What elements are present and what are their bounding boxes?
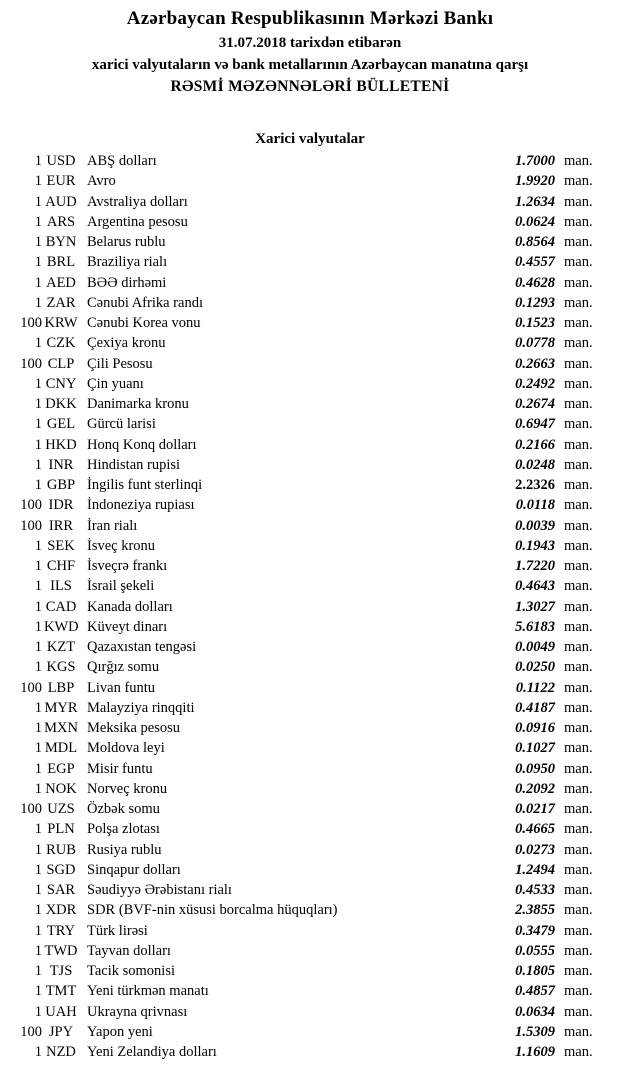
quantity: 1 bbox=[34, 537, 42, 554]
quantity: 1 bbox=[34, 922, 42, 939]
unit-label: man. bbox=[564, 254, 593, 271]
rate-value: 0.1805 bbox=[515, 963, 555, 979]
rate-value: 1.3027 bbox=[515, 598, 555, 615]
rate-row bbox=[0, 273, 620, 293]
currency-name: Meksika pesosu bbox=[87, 720, 181, 736]
unit-label: man. bbox=[564, 963, 593, 979]
unit-label: man. bbox=[564, 517, 593, 534]
currency-name: Yeni Zelandiya dolları bbox=[87, 1044, 217, 1060]
currency-name: Hindistan rupisi bbox=[87, 456, 181, 473]
rate-value: 0.4857 bbox=[515, 983, 555, 1000]
quantity: 100 bbox=[20, 801, 42, 817]
unit-label: man. bbox=[564, 1003, 593, 1020]
unit-label: man. bbox=[564, 578, 593, 595]
currency-name: Polşa zlotası bbox=[87, 821, 160, 838]
currency-code: SAR bbox=[46, 882, 76, 898]
rate-value: 0.6947 bbox=[515, 416, 555, 433]
quantity: 1 bbox=[34, 193, 42, 210]
unit-label: man. bbox=[564, 213, 593, 230]
rates-table bbox=[0, 151, 620, 1062]
currency-name: Gürcü larisi bbox=[87, 416, 156, 433]
currency-name: Malayziya rinqqiti bbox=[87, 699, 195, 716]
rate-value: 0.2492 bbox=[515, 375, 555, 392]
rate-row bbox=[0, 1042, 620, 1062]
currency-code: CZK bbox=[46, 335, 76, 352]
rate-value: 0.2092 bbox=[515, 780, 555, 797]
currency-name: SDR (BVF-nin xüsusi borcalma hüquqları) bbox=[87, 902, 338, 919]
quantity: 100 bbox=[20, 315, 42, 331]
rate-row bbox=[0, 374, 620, 394]
quantity: 100 bbox=[20, 1023, 42, 1040]
rate-row bbox=[0, 1022, 620, 1042]
currency-name: Özbək somu bbox=[87, 801, 160, 817]
currency-code: DKK bbox=[45, 396, 77, 412]
unit-label: man. bbox=[564, 396, 593, 412]
rate-value: 0.0039 bbox=[515, 517, 555, 534]
quantity: 100 bbox=[20, 679, 42, 696]
currency-code: SEK bbox=[47, 537, 75, 554]
rate-row bbox=[0, 212, 620, 232]
rate-row bbox=[0, 738, 620, 758]
quantity: 1 bbox=[34, 1044, 42, 1060]
rate-row bbox=[0, 516, 620, 536]
currency-name: İndoneziya rupiası bbox=[87, 497, 195, 514]
rate-value: 0.0217 bbox=[515, 801, 555, 817]
unit-label: man. bbox=[564, 436, 593, 453]
unit-label: man. bbox=[564, 659, 593, 676]
currency-code: AED bbox=[46, 274, 76, 291]
currency-code: IRR bbox=[48, 517, 74, 534]
unit-label: man. bbox=[564, 861, 593, 878]
rate-value: 0.0634 bbox=[515, 1003, 555, 1020]
unit-label: man. bbox=[564, 315, 593, 331]
currency-code: ARS bbox=[46, 213, 76, 230]
unit-label: man. bbox=[564, 537, 593, 554]
currency-code: CAD bbox=[45, 598, 77, 615]
quantity: 1 bbox=[34, 375, 42, 392]
rate-row bbox=[0, 232, 620, 252]
rate-row bbox=[0, 495, 620, 515]
rate-row bbox=[0, 455, 620, 475]
quantity: 1 bbox=[34, 821, 42, 838]
currency-code: TMT bbox=[45, 983, 77, 1000]
rate-row bbox=[0, 414, 620, 434]
unit-label: man. bbox=[564, 639, 593, 655]
quantity: 100 bbox=[20, 517, 42, 534]
currency-name: Cənubi Afrika randı bbox=[87, 294, 203, 311]
unit-label: man. bbox=[564, 882, 593, 898]
currency-code: CNY bbox=[45, 375, 77, 392]
rate-value: 2.2326 bbox=[515, 477, 555, 493]
rate-value: 2.3855 bbox=[515, 902, 555, 919]
rate-row bbox=[0, 475, 620, 495]
unit-label: man. bbox=[564, 760, 593, 777]
rate-row bbox=[0, 252, 620, 272]
currency-code: CLP bbox=[47, 355, 75, 372]
quantity: 1 bbox=[34, 983, 42, 1000]
unit-label: man. bbox=[564, 942, 593, 959]
currency-name: Cənubi Korea vonu bbox=[87, 315, 201, 331]
unit-label: man. bbox=[564, 841, 593, 858]
unit-label: man. bbox=[564, 1023, 593, 1040]
currency-name: İsveçrə frankı bbox=[87, 558, 168, 574]
currency-name: ABŞ dolları bbox=[87, 153, 157, 169]
rate-value: 1.2494 bbox=[515, 861, 555, 878]
unit-label: man. bbox=[564, 821, 593, 838]
unit-label: man. bbox=[564, 193, 593, 210]
unit-label: man. bbox=[564, 780, 593, 797]
quantity: 1 bbox=[34, 436, 42, 453]
unit-label: man. bbox=[564, 173, 593, 190]
currency-name: Misir funtu bbox=[87, 760, 153, 777]
rate-row bbox=[0, 698, 620, 718]
rate-row bbox=[0, 900, 620, 920]
currency-name: Avro bbox=[87, 173, 116, 190]
rate-row bbox=[0, 759, 620, 779]
rate-value: 0.0250 bbox=[515, 659, 555, 676]
unit-label: man. bbox=[564, 618, 593, 635]
quantity: 1 bbox=[34, 153, 42, 169]
rate-row bbox=[0, 981, 620, 1001]
currency-name: Ukrayna qrivnası bbox=[87, 1003, 188, 1020]
rate-row bbox=[0, 313, 620, 333]
bulletin-subtitle: xarici valyutaların və bank metallarının Azərbaycan manatına qarşı bbox=[91, 57, 529, 73]
quantity: 1 bbox=[34, 882, 42, 898]
quantity: 1 bbox=[34, 760, 42, 777]
rate-value: 0.0248 bbox=[515, 456, 555, 473]
rate-value: 0.0950 bbox=[515, 760, 555, 777]
currency-name: İngilis funt sterlinqi bbox=[87, 477, 203, 493]
unit-label: man. bbox=[564, 335, 593, 352]
rate-value: 0.0778 bbox=[515, 335, 555, 352]
unit-label: man. bbox=[564, 679, 593, 696]
currency-name: Çin yuanı bbox=[87, 375, 144, 392]
rate-row bbox=[0, 151, 620, 171]
currency-name: Avstraliya dolları bbox=[87, 193, 188, 210]
currency-name: İsveç kronu bbox=[87, 537, 156, 554]
quantity: 1 bbox=[34, 456, 42, 473]
currency-code: KWD bbox=[44, 618, 79, 635]
currency-code: TRY bbox=[46, 922, 76, 939]
unit-label: man. bbox=[564, 355, 593, 372]
currency-name: Rusiya rublu bbox=[87, 841, 162, 858]
rate-row bbox=[0, 637, 620, 657]
rate-row bbox=[0, 394, 620, 414]
unit-label: man. bbox=[564, 1044, 593, 1060]
currency-code: MXN bbox=[44, 720, 78, 736]
rate-row bbox=[0, 171, 620, 191]
currency-name: Qazaxıstan tengəsi bbox=[87, 639, 197, 655]
rate-value: 0.0916 bbox=[515, 720, 555, 736]
quantity: 1 bbox=[34, 942, 42, 959]
rate-value: 0.3479 bbox=[515, 922, 555, 939]
rate-row bbox=[0, 536, 620, 556]
rate-value: 0.0555 bbox=[515, 942, 555, 959]
currency-code: USD bbox=[46, 153, 76, 169]
unit-label: man. bbox=[564, 416, 593, 433]
unit-label: man. bbox=[564, 558, 593, 574]
quantity: 1 bbox=[34, 780, 42, 797]
rate-value: 0.4533 bbox=[515, 882, 555, 898]
quantity: 100 bbox=[20, 497, 42, 514]
rate-value: 0.1122 bbox=[515, 679, 555, 696]
rate-row bbox=[0, 597, 620, 617]
rate-row bbox=[0, 556, 620, 576]
rate-value: 0.0118 bbox=[515, 497, 555, 514]
unit-label: man. bbox=[564, 477, 593, 493]
currency-name: Çexiya kronu bbox=[87, 335, 166, 352]
unit-label: man. bbox=[564, 983, 593, 1000]
currency-name: Livan funtu bbox=[87, 679, 156, 696]
currency-name: Belarus rublu bbox=[87, 234, 166, 250]
unit-label: man. bbox=[564, 153, 593, 169]
currency-name: Küveyt dinarı bbox=[87, 618, 168, 635]
unit-label: man. bbox=[564, 497, 593, 514]
currency-code: PLN bbox=[47, 821, 75, 838]
rate-row bbox=[0, 333, 620, 353]
currency-code: MYR bbox=[44, 699, 78, 716]
currency-code: NOK bbox=[45, 780, 77, 797]
rate-value: 0.1293 bbox=[515, 294, 555, 311]
rate-value: 0.0624 bbox=[515, 213, 555, 230]
rate-value: 5.6183 bbox=[515, 618, 555, 635]
rate-value: 1.1609 bbox=[515, 1044, 555, 1060]
currency-name: Moldova leyi bbox=[87, 740, 165, 757]
currency-name: Honq Konq dolları bbox=[87, 436, 197, 453]
currency-code: NZD bbox=[46, 1044, 76, 1060]
rate-value: 0.1943 bbox=[515, 537, 555, 554]
quantity: 1 bbox=[34, 1003, 42, 1020]
unit-label: man. bbox=[564, 922, 593, 939]
rate-value: 0.2166 bbox=[515, 436, 555, 453]
rate-row bbox=[0, 617, 620, 637]
rate-value: 0.2663 bbox=[515, 355, 555, 372]
currency-code: BRL bbox=[46, 254, 76, 271]
rate-row bbox=[0, 192, 620, 212]
rate-value: 0.0273 bbox=[515, 841, 555, 858]
rate-row bbox=[0, 293, 620, 313]
currency-name: İran rialı bbox=[87, 517, 138, 534]
rate-row bbox=[0, 860, 620, 880]
quantity: 1 bbox=[34, 213, 42, 230]
quantity: 1 bbox=[34, 173, 42, 190]
currency-name: Çili Pesosu bbox=[87, 355, 153, 372]
quantity: 1 bbox=[34, 578, 42, 595]
currency-name: Kanada dolları bbox=[87, 598, 173, 615]
currency-code: HKD bbox=[45, 436, 77, 453]
currency-code: RUB bbox=[46, 841, 76, 858]
quantity: 1 bbox=[34, 598, 42, 615]
rate-row bbox=[0, 840, 620, 860]
rate-value: 0.4187 bbox=[515, 699, 555, 716]
currency-name: Braziliya rialı bbox=[87, 254, 168, 271]
unit-label: man. bbox=[564, 274, 593, 291]
quantity: 1 bbox=[34, 558, 42, 574]
currency-name: Yapon yeni bbox=[87, 1023, 153, 1040]
currency-code: INR bbox=[48, 456, 74, 473]
currency-name: İsrail şekeli bbox=[87, 578, 155, 595]
currency-name: BƏƏ dirhəmi bbox=[87, 274, 167, 291]
unit-label: man. bbox=[564, 801, 593, 817]
currency-code: KZT bbox=[46, 639, 76, 655]
quantity: 1 bbox=[34, 335, 42, 352]
quantity: 1 bbox=[34, 902, 42, 919]
currency-code: CHF bbox=[46, 558, 76, 574]
quantity: 1 bbox=[34, 396, 42, 412]
quantity: 1 bbox=[34, 618, 42, 635]
currency-code: EGP bbox=[47, 760, 75, 777]
currency-code: JPY bbox=[48, 1023, 74, 1040]
bulletin-title: RƏSMİ MƏZƏNNƏLƏRİ BÜLLETENİ bbox=[170, 78, 450, 95]
rate-value: 1.9920 bbox=[515, 173, 555, 190]
quantity: 1 bbox=[34, 639, 42, 655]
rate-value: 1.7000 bbox=[515, 153, 555, 169]
rate-value: 0.4643 bbox=[515, 578, 555, 595]
currency-name: Sinqapur dolları bbox=[87, 861, 181, 878]
currency-code: GBP bbox=[46, 477, 76, 493]
rate-value: 0.4628 bbox=[515, 274, 555, 291]
rate-row bbox=[0, 819, 620, 839]
currency-code: MDL bbox=[44, 740, 78, 757]
quantity: 1 bbox=[34, 274, 42, 291]
currency-code: IDR bbox=[48, 497, 74, 514]
currency-code: GEL bbox=[46, 416, 76, 433]
rate-value: 0.1027 bbox=[515, 740, 555, 757]
quantity: 1 bbox=[34, 416, 42, 433]
currency-code: ZAR bbox=[46, 294, 76, 311]
currency-name: Türk lirəsi bbox=[87, 922, 148, 939]
currency-code: SGD bbox=[46, 861, 76, 878]
currency-name: Danimarka kronu bbox=[87, 396, 189, 412]
unit-label: man. bbox=[564, 294, 593, 311]
rate-value: 0.2674 bbox=[515, 396, 555, 412]
unit-label: man. bbox=[564, 902, 593, 919]
currency-code: XDR bbox=[45, 902, 77, 919]
currency-code: AUD bbox=[45, 193, 77, 210]
rate-value: 1.2634 bbox=[515, 193, 555, 210]
currency-code: LBP bbox=[47, 679, 75, 696]
currency-code: UAH bbox=[45, 1003, 77, 1020]
currency-name: Tacik somonisi bbox=[87, 963, 175, 979]
quantity: 1 bbox=[34, 841, 42, 858]
unit-label: man. bbox=[564, 720, 593, 736]
quantity: 1 bbox=[34, 294, 42, 311]
rate-row bbox=[0, 657, 620, 677]
quantity: 1 bbox=[34, 861, 42, 878]
quantity: 1 bbox=[34, 477, 42, 493]
rate-row bbox=[0, 354, 620, 374]
rate-row bbox=[0, 435, 620, 455]
rate-row bbox=[0, 678, 620, 698]
rate-row bbox=[0, 799, 620, 819]
rate-value: 1.5309 bbox=[515, 1023, 555, 1040]
bank-title: Azərbaycan Respublikasının Mərkəzi Bankı bbox=[126, 8, 494, 29]
rate-row bbox=[0, 779, 620, 799]
quantity: 1 bbox=[34, 740, 42, 757]
unit-label: man. bbox=[564, 699, 593, 716]
quantity: 1 bbox=[34, 254, 42, 271]
rate-value: 1.7220 bbox=[515, 558, 555, 574]
quantity: 1 bbox=[34, 659, 42, 676]
unit-label: man. bbox=[564, 740, 593, 757]
currency-name: Tayvan dolları bbox=[87, 942, 171, 959]
currency-name: Səudiyyə Ərəbistanı rialı bbox=[87, 882, 232, 898]
rate-value: 0.8564 bbox=[515, 234, 555, 250]
quantity: 1 bbox=[34, 234, 42, 250]
currency-name: Qırğız somu bbox=[87, 659, 160, 676]
quantity: 1 bbox=[34, 963, 42, 979]
rate-value: 0.1523 bbox=[515, 315, 555, 331]
currency-code: BYN bbox=[45, 234, 77, 250]
effective-date: 31.07.2018 tarixdən etibarən bbox=[218, 35, 402, 51]
quantity: 100 bbox=[20, 355, 42, 372]
currency-code: ILS bbox=[50, 578, 72, 595]
rate-row bbox=[0, 576, 620, 596]
rate-row bbox=[0, 961, 620, 981]
rate-row bbox=[0, 718, 620, 738]
rate-value: 0.4557 bbox=[515, 254, 555, 271]
currency-code: TWD bbox=[44, 942, 78, 959]
unit-label: man. bbox=[564, 456, 593, 473]
section-title-foreign-currencies: Xarici valyutalar bbox=[255, 131, 365, 147]
currency-code: TJS bbox=[49, 963, 73, 979]
rate-value: 0.4665 bbox=[515, 821, 555, 838]
rate-value: 0.0049 bbox=[515, 639, 555, 655]
currency-code: KRW bbox=[44, 315, 78, 331]
currency-code: KGS bbox=[46, 659, 76, 676]
rate-row bbox=[0, 941, 620, 961]
unit-label: man. bbox=[564, 598, 593, 615]
currency-name: Argentina pesosu bbox=[87, 213, 188, 230]
rate-row bbox=[0, 880, 620, 900]
rate-row bbox=[0, 1002, 620, 1022]
rate-row bbox=[0, 921, 620, 941]
currency-name: Yeni türkmən manatı bbox=[87, 983, 209, 1000]
unit-label: man. bbox=[564, 234, 593, 250]
quantity: 1 bbox=[34, 720, 42, 736]
currency-name: Norveç kronu bbox=[87, 780, 168, 797]
unit-label: man. bbox=[564, 375, 593, 392]
currency-code: EUR bbox=[46, 173, 76, 190]
quantity: 1 bbox=[34, 699, 42, 716]
currency-code: UZS bbox=[47, 801, 75, 817]
